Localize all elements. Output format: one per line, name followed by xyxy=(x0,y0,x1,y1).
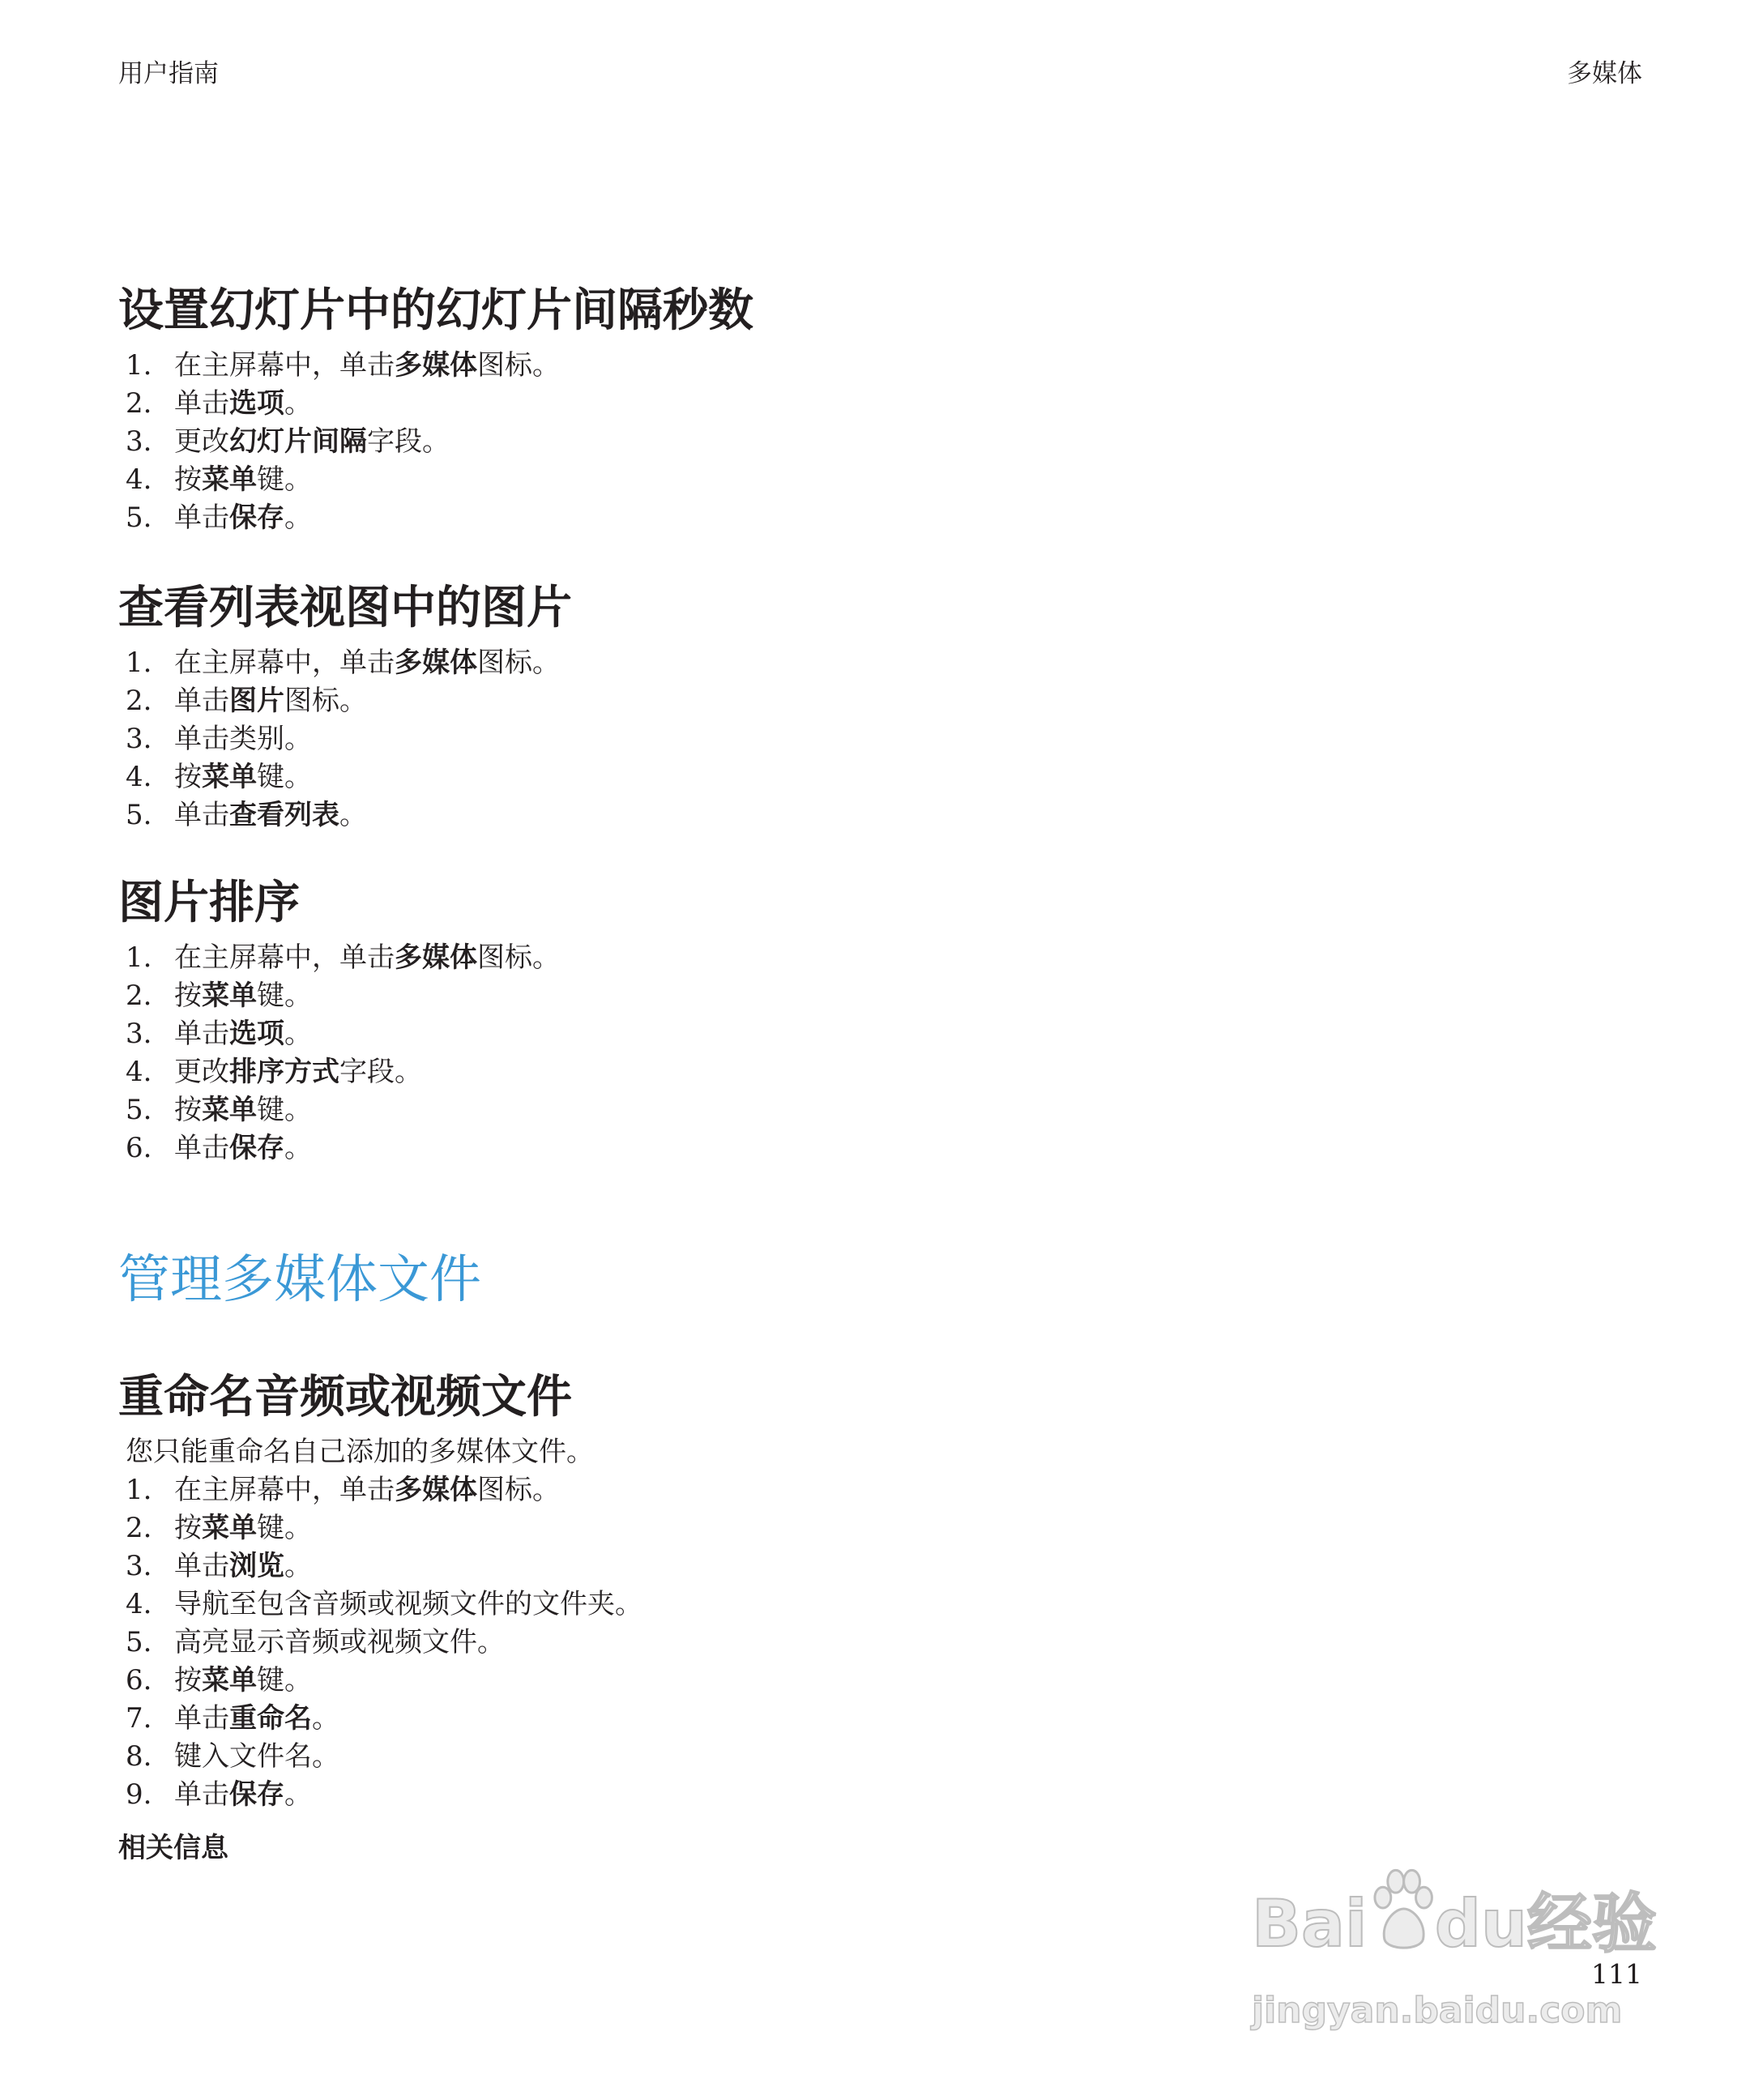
step-number: 3. xyxy=(126,425,152,458)
step-text: 在主屏幕中，单击 xyxy=(174,941,395,974)
ui-term: 选项 xyxy=(229,387,284,420)
step-text: 单击 xyxy=(174,1778,229,1811)
ui-term: 多媒体 xyxy=(395,1474,477,1506)
ui-term: 菜单 xyxy=(202,1512,257,1544)
ui-term: 菜单 xyxy=(202,1094,257,1126)
step-text: 在主屏幕中，单击 xyxy=(174,647,395,679)
section-heading: 重命名音频或视频文件 xyxy=(118,1371,572,1423)
step-text: 在主屏幕中，单击 xyxy=(174,1474,395,1506)
step-number: 9. xyxy=(126,1778,152,1811)
step-text: 单击 xyxy=(174,1550,229,1582)
list-item xyxy=(126,1624,642,1662)
section-heading: 设置幻灯片中的幻灯片间隔秒数 xyxy=(118,284,753,337)
step-text: 更改 xyxy=(174,1056,229,1088)
step-number: 5. xyxy=(126,1626,152,1658)
step-text: 图标。 xyxy=(477,647,560,679)
step-text: 按 xyxy=(174,1664,202,1697)
step-text: 。 xyxy=(284,1550,312,1582)
watermark-brand-cn: 经验 xyxy=(1527,1886,1657,1961)
step-text: 单击类别。 xyxy=(174,723,312,755)
step-text: 图标。 xyxy=(284,685,367,717)
step-list xyxy=(118,347,753,537)
watermark-brand-left: Bai xyxy=(1252,1886,1368,1961)
step-text: 字段。 xyxy=(339,1056,422,1088)
step-text: 图标。 xyxy=(477,1474,560,1506)
step-number: 4. xyxy=(126,1056,152,1088)
list-item xyxy=(126,796,572,834)
step-text: 图标。 xyxy=(477,349,560,382)
step-number: 1. xyxy=(126,349,152,382)
ui-term: 浏览 xyxy=(229,1550,284,1582)
list-item xyxy=(126,939,560,977)
ui-term: 多媒体 xyxy=(395,349,477,382)
list-item xyxy=(126,1471,642,1509)
step-text: 。 xyxy=(312,1702,339,1735)
step-text: 键入文件名。 xyxy=(174,1740,339,1773)
ui-term: 菜单 xyxy=(202,1664,257,1697)
section-heading: 图片排序 xyxy=(118,877,300,929)
page-number: 111 xyxy=(1591,1958,1642,1990)
step-number: 1. xyxy=(126,647,152,679)
list-item xyxy=(126,1547,642,1586)
step-text: 导航至包含音频或视频文件的文件夹。 xyxy=(174,1588,642,1620)
watermark-brand-right: du xyxy=(1434,1886,1527,1961)
running-header-title: 用户指南 xyxy=(118,59,219,88)
step-number: 4. xyxy=(126,761,152,793)
step-text: 按 xyxy=(174,1512,202,1544)
step-number: 3. xyxy=(126,1018,152,1050)
step-number: 5. xyxy=(126,502,152,534)
step-text: 单击 xyxy=(174,685,229,717)
step-number: 1. xyxy=(126,941,152,974)
list-item xyxy=(126,1586,642,1624)
ui-term: 保存 xyxy=(229,502,284,534)
step-number: 6. xyxy=(126,1664,152,1697)
step-number: 2. xyxy=(126,1512,152,1544)
watermark-brand xyxy=(1252,1855,1657,1961)
ui-term: 查看列表 xyxy=(229,799,339,831)
list-item xyxy=(126,644,572,682)
list-item xyxy=(126,1662,642,1700)
step-text: 单击 xyxy=(174,387,229,420)
step-text: 按 xyxy=(174,761,202,793)
section-list-view xyxy=(118,580,572,834)
baidu-watermark xyxy=(1252,1855,1657,2032)
section-sort-pictures xyxy=(118,875,560,1167)
list-item xyxy=(126,758,572,796)
step-list xyxy=(118,1471,642,1814)
related-info-heading: 相关信息 xyxy=(118,1832,228,1864)
section-slideshow-interval xyxy=(118,283,753,537)
step-number: 1. xyxy=(126,1474,152,1506)
ui-term: 菜单 xyxy=(202,761,257,793)
step-number: 3. xyxy=(126,723,152,755)
step-text: 。 xyxy=(284,387,312,420)
step-list xyxy=(118,939,560,1167)
step-list xyxy=(118,644,572,834)
step-text: 键。 xyxy=(257,761,312,793)
section-intro: 您只能重命名自己添加的多媒体文件。 xyxy=(126,1436,594,1468)
step-text: 键。 xyxy=(257,463,312,496)
list-item xyxy=(126,423,753,461)
step-text: 图标。 xyxy=(477,941,560,974)
step-text: 单击 xyxy=(174,502,229,534)
section-heading: 查看列表视图中的图片 xyxy=(118,582,572,634)
list-item xyxy=(126,1776,642,1814)
chapter-heading: 管理多媒体文件 xyxy=(118,1250,481,1310)
ui-term: 菜单 xyxy=(202,463,257,496)
ui-term: 图片 xyxy=(229,685,284,717)
step-number: 5. xyxy=(126,799,152,831)
step-text: 键。 xyxy=(257,980,312,1012)
step-text: 。 xyxy=(284,1132,312,1164)
list-item xyxy=(126,347,753,385)
step-number: 4. xyxy=(126,1588,152,1620)
list-item xyxy=(126,977,560,1015)
step-number: 6. xyxy=(126,1132,152,1164)
step-number: 2. xyxy=(126,685,152,717)
list-item xyxy=(126,461,753,499)
ui-term: 幻灯片间隔 xyxy=(229,425,367,458)
ui-term: 多媒体 xyxy=(395,647,477,679)
list-item xyxy=(126,1700,642,1738)
running-header-chapter: 多媒体 xyxy=(1567,59,1642,88)
step-text: 键。 xyxy=(257,1664,312,1697)
step-text: 按 xyxy=(174,980,202,1012)
step-number: 2. xyxy=(126,980,152,1012)
step-text: 。 xyxy=(339,799,367,831)
list-item xyxy=(126,682,572,720)
ui-term: 多媒体 xyxy=(395,941,477,974)
step-text: 。 xyxy=(284,1018,312,1050)
step-number: 4. xyxy=(126,463,152,496)
list-item xyxy=(126,1738,642,1776)
paw-icon xyxy=(1367,1867,1434,1956)
ui-term: 菜单 xyxy=(202,980,257,1012)
ui-term: 选项 xyxy=(229,1018,284,1050)
step-text: 单击 xyxy=(174,1018,229,1050)
step-number: 5. xyxy=(126,1094,152,1126)
step-number: 3. xyxy=(126,1550,152,1582)
step-text: 在主屏幕中，单击 xyxy=(174,349,395,382)
list-item xyxy=(126,1015,560,1053)
list-item xyxy=(126,499,753,537)
step-text: 。 xyxy=(284,502,312,534)
list-item xyxy=(126,1091,560,1129)
list-item xyxy=(126,385,753,423)
step-text: 更改 xyxy=(174,425,229,458)
step-text: 。 xyxy=(284,1778,312,1811)
list-item xyxy=(126,1129,560,1167)
ui-term: 排序方式 xyxy=(229,1056,339,1088)
step-text: 按 xyxy=(174,463,202,496)
list-item xyxy=(126,1509,642,1547)
step-text: 按 xyxy=(174,1094,202,1126)
ui-term: 保存 xyxy=(229,1132,284,1164)
ui-term: 保存 xyxy=(229,1778,284,1811)
step-text: 单击 xyxy=(174,1132,229,1164)
step-text: 单击 xyxy=(174,1702,229,1735)
step-number: 2. xyxy=(126,387,152,420)
step-text: 单击 xyxy=(174,799,229,831)
list-item xyxy=(126,1053,560,1091)
step-text: 字段。 xyxy=(367,425,450,458)
step-text: 键。 xyxy=(257,1512,312,1544)
step-text: 高亮显示音频或视频文件。 xyxy=(174,1626,505,1658)
step-text: 键。 xyxy=(257,1094,312,1126)
step-number: 7. xyxy=(126,1702,152,1735)
step-number: 8. xyxy=(126,1740,152,1773)
ui-term: 重命名 xyxy=(229,1702,312,1735)
watermark-url: jingyan.baidu.com xyxy=(1252,1990,1623,2031)
list-item xyxy=(126,720,572,758)
section-rename-media xyxy=(118,1369,642,1814)
